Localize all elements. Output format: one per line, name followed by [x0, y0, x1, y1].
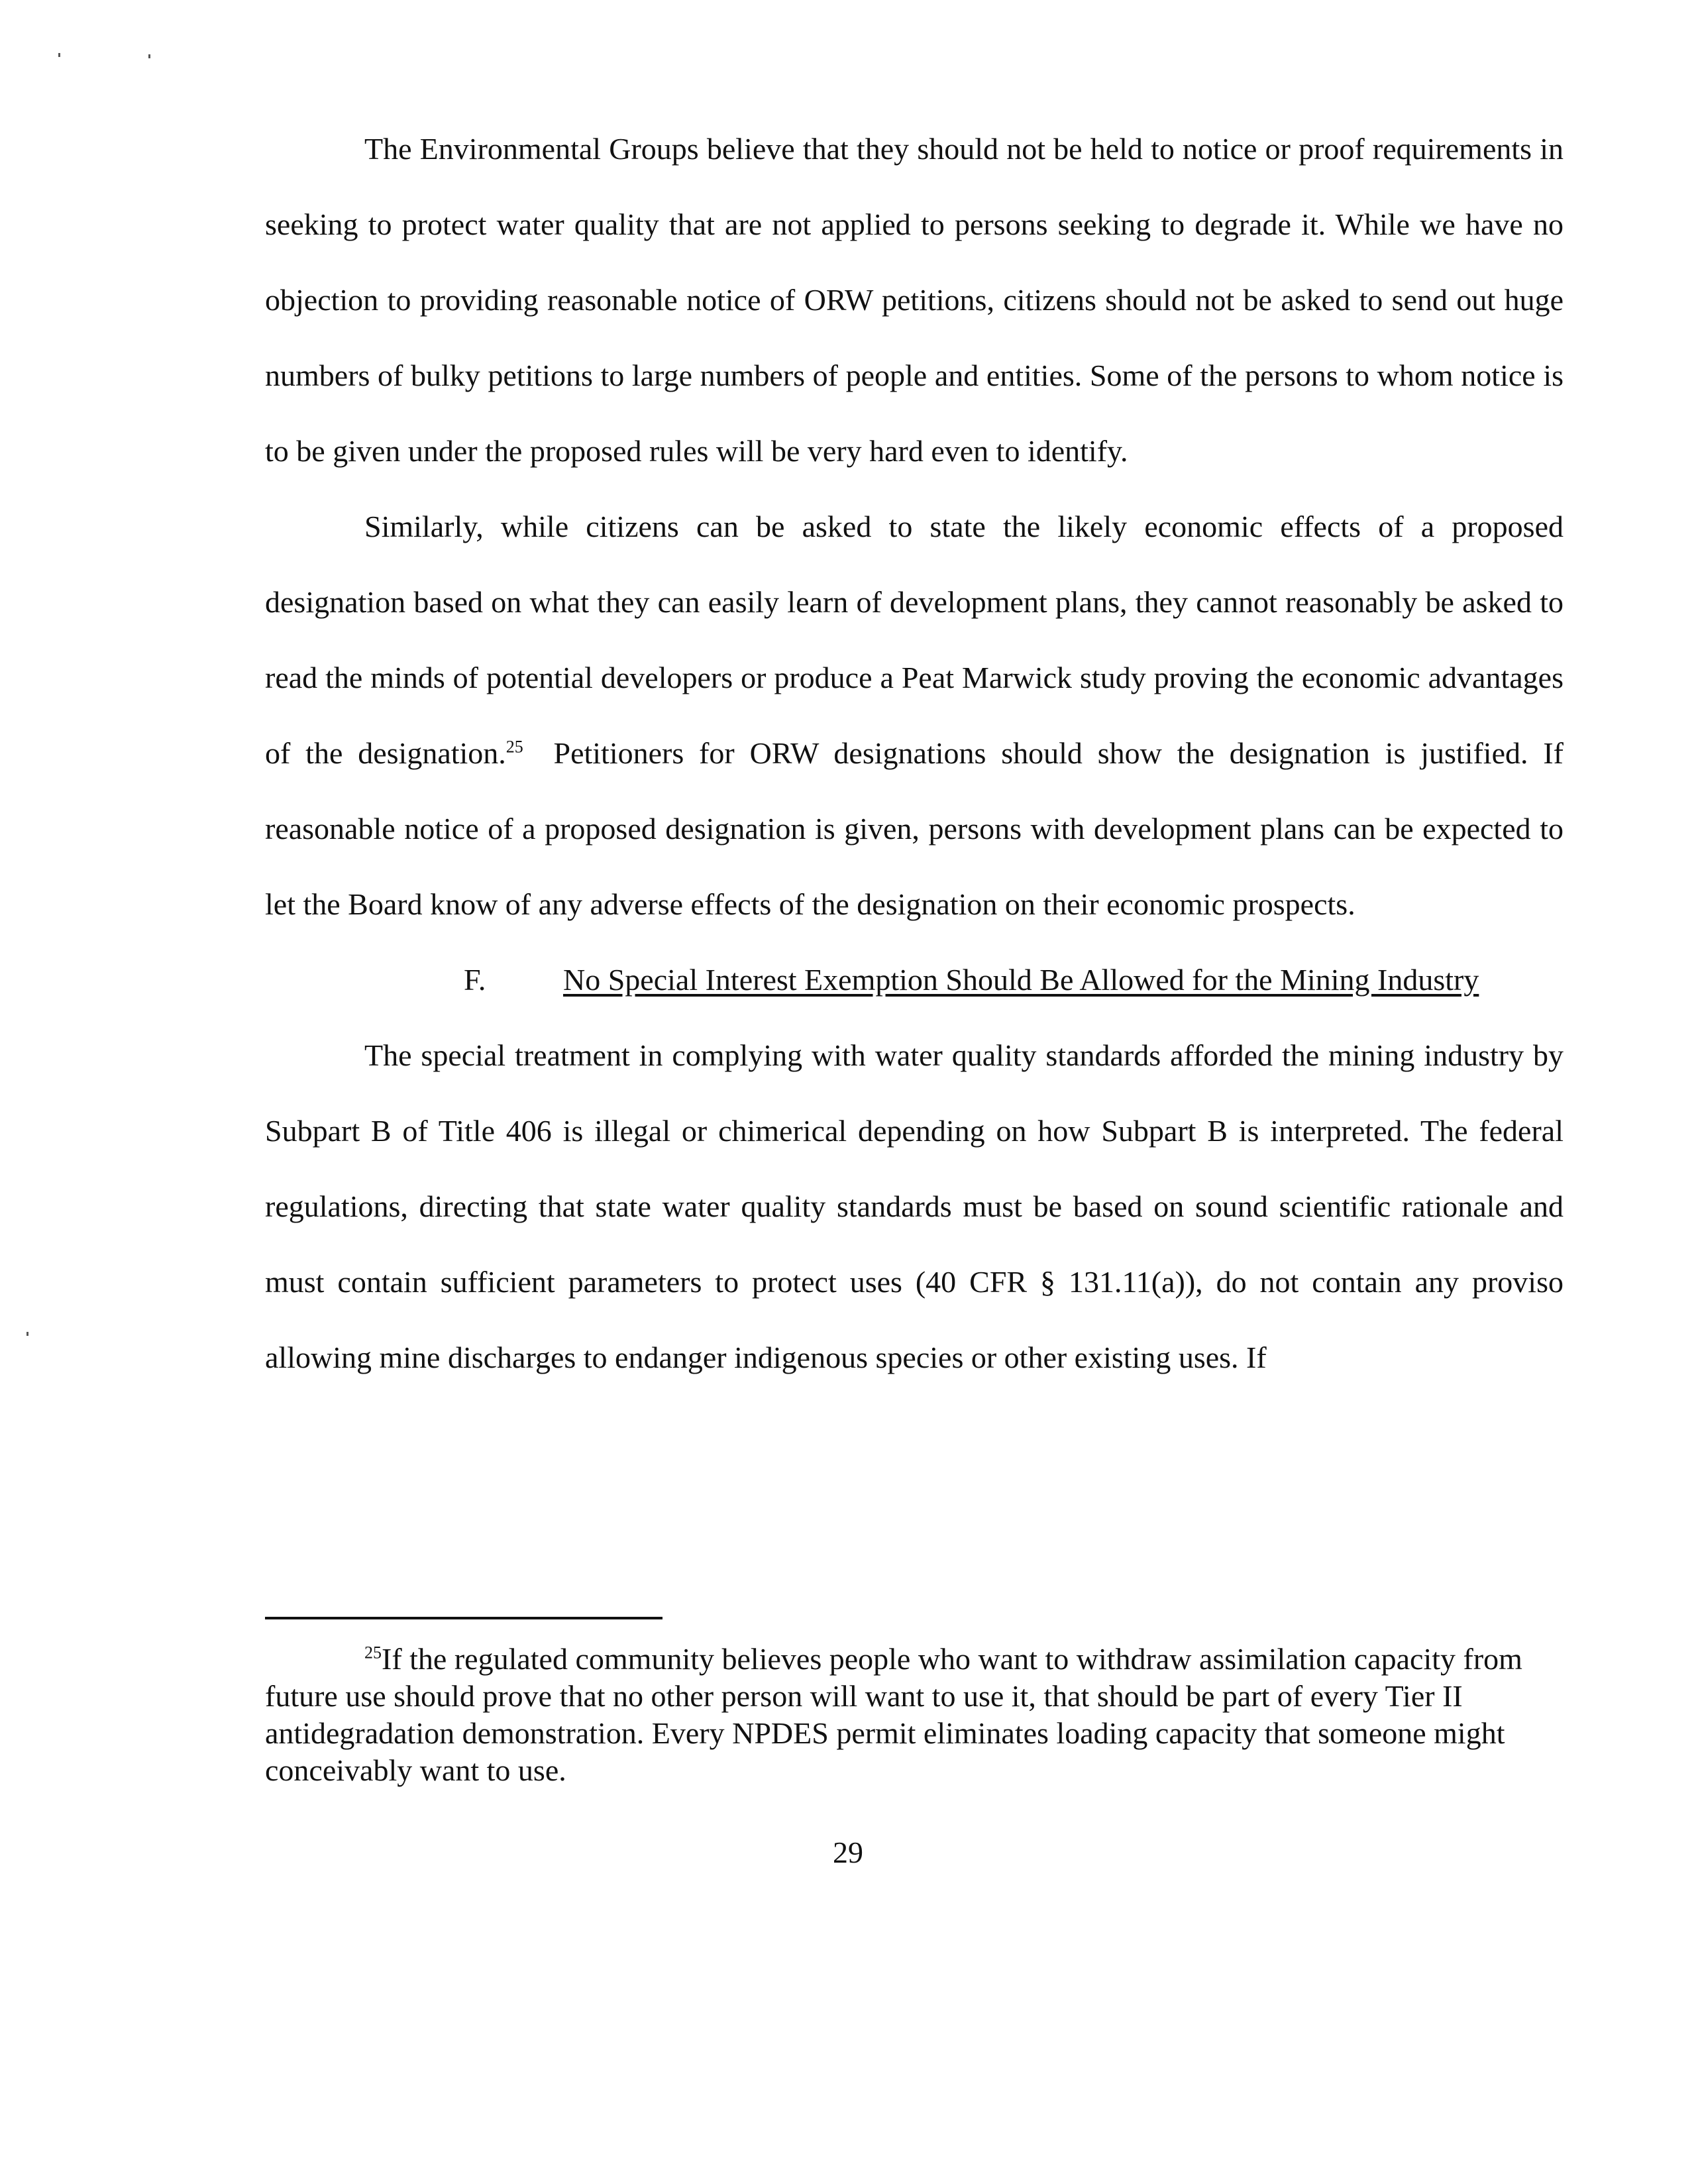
footnote-reference: 25 [505, 737, 523, 757]
footnote [265, 1641, 1564, 1789]
paragraph-mining-industry: The special treatment in complying with water quality standards afforded the mining industry by Subpart B of Title 406 is illegal or chimerical depending on how Subpart B is interpreted. The federal regulations, directing that state water quality standards must be based on sound scientific rationale and must contain sufficient parameters to protect uses (40 CFR § 131.11(a)), do not contain any proviso allowing mine discharges to endanger indigenous species or other existing uses. If [265, 1038, 1564, 1374]
footnote-text: If the regulated community believes people who want to withdraw assimilation capacity from future use should prove that no other person will want to use it, that should be part of every Tier II antidegradation demonstration. Every NPDES permit eliminates loading capacity that someone might conceivably want to use. [265, 1642, 1522, 1787]
body-text [265, 111, 1564, 1395]
scan-speck [148, 54, 150, 58]
section-letter: F. [464, 963, 486, 997]
scan-speck [26, 1332, 28, 1336]
paragraph-economic-effects [265, 489, 1564, 942]
footnote-separator [265, 1617, 662, 1619]
page-number: 29 [833, 1835, 863, 1869]
paragraph-economic-effects-continued: Petitioners for ORW designations should show the designation is justified. If reasonable notice of a proposed designation is given, persons with development plans can be expected to let the Board know of any adverse effects of the designation on their economic prospects. [265, 736, 1564, 921]
scan-speck [58, 53, 60, 57]
section-title: No Special Interest Exemption Should Be Allowed for the Mining Industry [563, 963, 1479, 997]
footnote-number: 25 [364, 1643, 382, 1663]
paragraph-notice-requirements: The Environmental Groups believe that they should not be held to notice or proof requirements in seeking to protect water quality that are not applied to persons seeking to degrade it. While we have no objection to providing reasonable notice of ORW petitions, citizens should not be asked to send out huge numbers of bulky petitions to large numbers of people and entities. Some of the persons to whom notice is to be given under the proposed rules will be very hard even to identify. [265, 132, 1564, 468]
paragraph-economic-effects-text: Similarly, while citizens can be asked to state the likely economic effects of a proposed designation based on what they can easily learn of development plans, they cannot reasonably be asked to read the minds of potential developers or produce a Peat Marwick study proving the economic advantages of the designation. [265, 510, 1564, 770]
section-heading [265, 942, 1564, 1018]
